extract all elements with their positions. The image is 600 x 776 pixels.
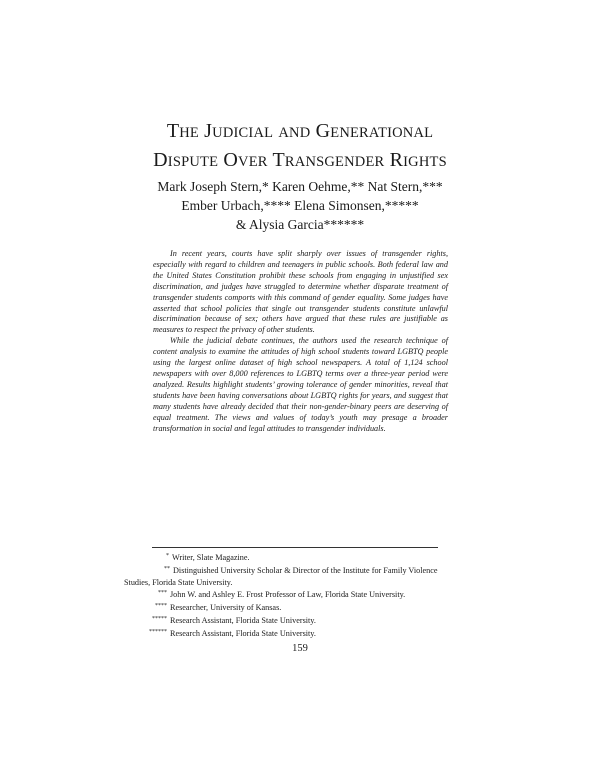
title-letter: G	[408, 154, 419, 170]
title-word	[167, 120, 199, 142]
title-line-2	[0, 147, 600, 176]
footnote-divider	[152, 547, 438, 548]
title-word	[204, 120, 273, 142]
title-letter: A	[253, 125, 265, 141]
footnote-6	[149, 627, 452, 640]
title-letter: L	[424, 125, 434, 141]
footnote-marker: ******	[149, 628, 167, 635]
abstract-paragraph-2: While the judicial debate continues, the authors used the research technique of content analysis to examine the attitudes of high school students toward LGBTQ people using the largest online dataset of high school newspapers. A total of 1,124 school newspapers with over 8,000 references to LGBTQ terms over a three-year period were analyzed. Results highlight students’ growing tolerance of gender minorities, reveal that students have been having conversations about LGBTQ rights for years, and suggest that many students have already decided that their non-gender-binary peers are deserving of equal treatment. The views and values of today’s youth may presage a broader transformation in social and legal attitudes to transgender individuals.	[153, 336, 448, 433]
footnote-marker: **	[164, 565, 170, 572]
title-letter: E	[365, 154, 375, 170]
footnote-marker: ***	[158, 590, 167, 597]
title-letter: E	[330, 125, 340, 141]
title-letter: D	[153, 149, 168, 171]
footnote-marker: *	[166, 553, 169, 559]
authors-line-2: Ember Urbach,**** Elena Simonsen,*****	[181, 198, 419, 213]
title-letter: H	[418, 154, 430, 170]
title-word	[390, 149, 447, 171]
title-letter: A	[413, 125, 425, 141]
title-word	[278, 120, 310, 142]
title-letter: T	[272, 149, 285, 171]
title-letter: A	[278, 125, 290, 141]
title-line-1	[0, 118, 600, 147]
abstract	[153, 249, 448, 434]
title-letter: E	[349, 125, 360, 141]
title-letter: R	[389, 149, 404, 171]
footnote-3	[152, 588, 452, 601]
footnote-2	[124, 564, 452, 589]
title-letter: I	[248, 125, 254, 141]
title-letter: O	[223, 149, 239, 171]
title-letter: I	[233, 125, 239, 141]
title-letter: E	[209, 154, 219, 170]
page-number: 159	[292, 643, 308, 654]
title-letter: L	[264, 125, 274, 141]
title-letter: N	[402, 125, 414, 141]
footnotes	[124, 551, 452, 640]
title-word	[272, 149, 384, 171]
footnote-text: Writer, Slate Magazine.	[172, 553, 250, 562]
title-letter: D	[222, 125, 234, 141]
title-letter: E	[189, 125, 199, 141]
article-title	[0, 118, 600, 176]
title-letter: P	[181, 154, 190, 170]
title-letter: R	[359, 125, 369, 141]
title-letter: S	[172, 154, 182, 170]
footnote-text: Researcher, University of Kansas.	[170, 603, 282, 613]
footnote-5	[152, 614, 452, 627]
title-letter: V	[238, 154, 249, 170]
abstract-paragraph-1: In recent years, courts have split sharply over issues of transgender rights, especially with regard to children and teenagers in public schools. Both federal law and the United States Constitution prohibit these schools from engaging in unjustified sex discrimination, and judges have struggled to determine whether disparate treatment of transgender students comports with this command of gender equality. Some judges have asserted that school policies that single out transgender students constitute unlawful discrimination because of sex; others have argued that these rules are justifiable as measures to respect the privacy of other students.	[153, 249, 448, 335]
title-letter: C	[238, 125, 249, 141]
footnote-marker: *****	[152, 615, 167, 622]
authors-line-3: & Alysia Garcia******	[235, 217, 365, 232]
title-word	[223, 149, 267, 171]
title-letter: I	[387, 125, 393, 141]
title-word	[153, 149, 218, 171]
footnote-text: Research Assistant, Florida State University.	[170, 628, 316, 638]
footnote-marker: ****	[155, 603, 167, 610]
title-letter: N	[305, 154, 317, 170]
title-letter: O	[392, 125, 403, 141]
title-letter: R	[284, 154, 295, 170]
title-letter: E	[335, 154, 345, 170]
title-letter: S	[316, 154, 325, 170]
title-letter: E	[248, 154, 258, 170]
title-letter: A	[368, 125, 378, 141]
title-letter: U	[189, 154, 201, 170]
title-word	[316, 120, 434, 142]
title-letter: N	[289, 125, 300, 141]
title-letter: T	[378, 125, 388, 141]
author-list	[0, 177, 600, 234]
footnote-4	[152, 601, 452, 614]
title-letter: R	[374, 154, 385, 170]
title-letter: A	[294, 154, 306, 170]
title-letter: D	[354, 154, 366, 170]
title-letter: T	[429, 154, 439, 170]
footnote-text-continued: Studies, Florida State University.	[124, 577, 233, 587]
footnote-text: Distinguished University Scholar & Director of the Institute for Family Violence	[173, 565, 438, 575]
title-letter: T	[166, 120, 180, 142]
title-letter: S	[438, 154, 447, 170]
title-letter: G	[315, 120, 331, 142]
authors-line-1: Mark Joseph Stern,* Karen Oehme,** Nat Stern,***	[157, 179, 443, 194]
title-letter: T	[200, 154, 210, 170]
title-letter: R	[257, 154, 268, 170]
title-letter: I	[403, 154, 409, 170]
footnote-text: John W. and Ashley E. Frost Professor of Law, Florida State University.	[170, 590, 406, 600]
title-letter: N	[344, 154, 355, 170]
title-letter: G	[324, 154, 336, 170]
title-letter: J	[204, 120, 213, 142]
footnote-1	[152, 551, 452, 564]
title-letter: H	[179, 125, 190, 141]
title-letter: N	[339, 125, 350, 141]
title-letter: U	[212, 125, 223, 141]
title-letter: I	[167, 154, 173, 170]
title-letter: D	[299, 125, 311, 141]
footnote-text: Research Assistant, Florida State University.	[170, 615, 316, 625]
